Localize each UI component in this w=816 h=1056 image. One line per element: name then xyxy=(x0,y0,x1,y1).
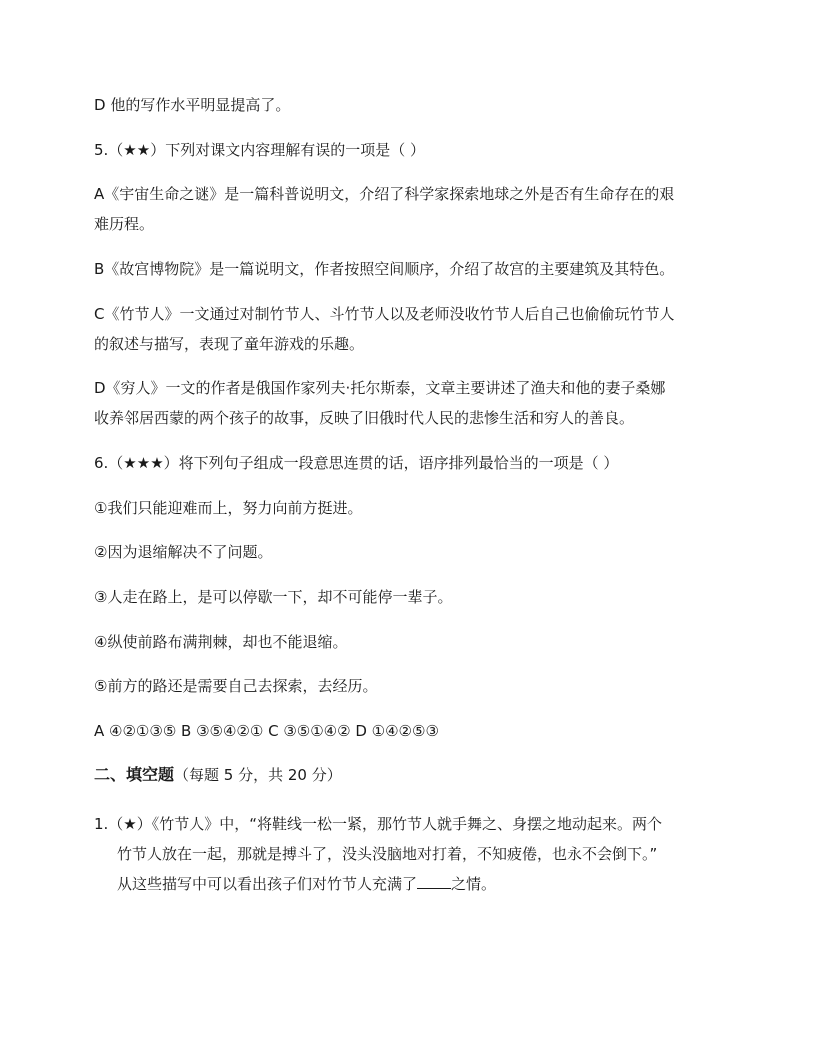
section-2-heading xyxy=(94,765,342,785)
question-6-stem: 6.（★★★）将下列句子组成一段意思连贯的话，语序排列最恰当的一项是（ ） xyxy=(94,454,619,472)
question-5-option-c-line-2: 的叙述与描写，表现了童年游戏的乐趣。 xyxy=(94,335,365,353)
sentence-2: ②因为退缩解决不了问题。 xyxy=(94,543,273,561)
fill-question-1-line-3 xyxy=(117,874,496,894)
fill-question-1-line-1: 1.（★）《竹节人》中，“将鞋线一松一紧，那竹节人就手舞之、身摆之地动起来。两个 xyxy=(94,815,663,833)
question-6-options: A ④②①③⑤ B ③⑤④②① C ③⑤①④② D ①④②⑤③ xyxy=(94,722,439,740)
question-5-option-c-line-1: C《竹节人》一文通过对制竹节人、斗竹节人以及老师没收竹节人后自己也偷偷玩竹节人 xyxy=(94,305,675,323)
answer-blank[interactable] xyxy=(417,874,451,889)
question-5-option-b: B《故宫博物院》是一篇说明文，作者按照空间顺序，介绍了故宫的主要建筑及其特色。 xyxy=(94,260,675,278)
sentence-1: ①我们只能迎难而上，努力向前方挺进。 xyxy=(94,499,363,517)
section-2-note: （每题 5 分，共 20 分） xyxy=(174,766,342,784)
sentence-3: ③人走在路上，是可以停歇一下，却不可能停一辈子。 xyxy=(94,588,453,606)
sentence-5: ⑤前方的路还是需要自己去探索，去经历。 xyxy=(94,677,378,695)
question-5-option-a-line-1: A《宇宙生命之谜》是一篇科普说明文，介绍了科学家探索地球之外是否有生命存在的艰 xyxy=(94,185,675,203)
question-5-option-d-line-1: D《穷人》一文的作者是俄国作家列夫·托尔斯泰，文章主要讲述了渔夫和他的妻子桑娜 xyxy=(94,379,666,397)
question-5-option-a-line-2: 难历程。 xyxy=(94,215,155,233)
question-5-option-d-line-2: 收养邻居西蒙的两个孩子的故事，反映了旧俄时代人民的悲惨生活和穷人的善良。 xyxy=(94,409,635,427)
fill-question-1-text-before: 从这些描写中可以看出孩子们对竹节人充满了 xyxy=(117,875,418,893)
option-d-line: D 他的写作水平明显提高了。 xyxy=(94,96,291,114)
sentence-4: ④纵使前路布满荆棘，却也不能退缩。 xyxy=(94,633,348,651)
fill-question-1-text-after: 之情。 xyxy=(451,875,497,893)
question-5-stem: 5.（★★）下列对课文内容理解有误的一项是（ ） xyxy=(94,141,425,159)
section-2-title: 二、填空题 xyxy=(94,765,175,784)
fill-question-1-line-2: 竹节人放在一起，那就是搏斗了，没头没脑地对打着，不知疲倦，也永不会倒下。” xyxy=(117,845,658,863)
